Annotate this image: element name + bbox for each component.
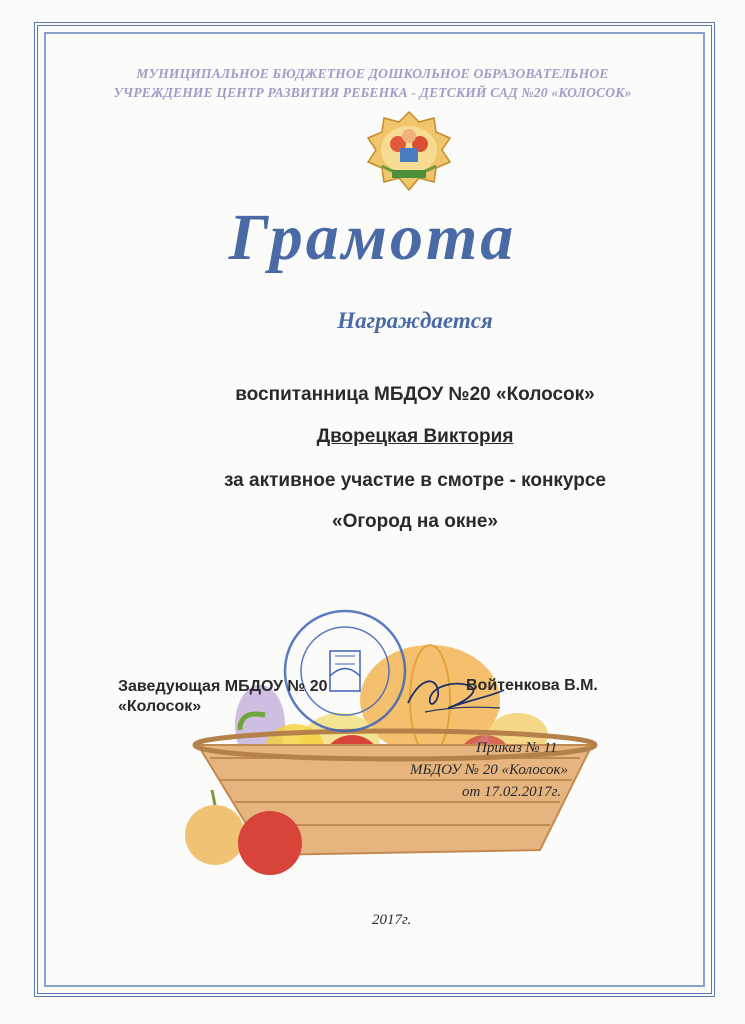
reason-line: за активное участие в смотре - конкурсе (223, 470, 606, 491)
signature-position (118, 677, 327, 717)
position-line-2: «Колосок» (118, 698, 202, 715)
recipient-name: Дворецкая Виктория (316, 426, 514, 447)
pupil-line: воспитанница МБДОУ №20 «Колосок» (235, 384, 595, 405)
contest-name: «Огород на окне» (332, 511, 498, 532)
certificate-year: 2017г. (372, 912, 412, 928)
order-institution: МБДОУ № 20 «Колосок» (410, 762, 569, 778)
certificate-title: Грамота (228, 201, 517, 274)
order-date: от 17.02.2017г. (462, 784, 561, 800)
organization-line-2: УЧРЕЖДЕНИЕ ЦЕНТР РАЗВИТИЯ РЕБЕНКА - ДЕТСКИЙ САД №20 «КОЛОСОК» (113, 85, 632, 100)
order-number: Приказ № 11 (476, 740, 558, 756)
kindergarten-emblem-icon (362, 110, 457, 195)
position-line-1: Заведующая МБДОУ № 20 (118, 678, 328, 695)
awarded-subtitle: Награждается (337, 308, 493, 333)
organization-line-1: МУНИЦИПАЛЬНОЕ БЮДЖЕТНОЕ ДОШКОЛЬНОЕ ОБРАЗОВАТЕЛЬНОЕ (136, 66, 609, 81)
signatory-name: Войтенкова В.М. (466, 677, 598, 694)
